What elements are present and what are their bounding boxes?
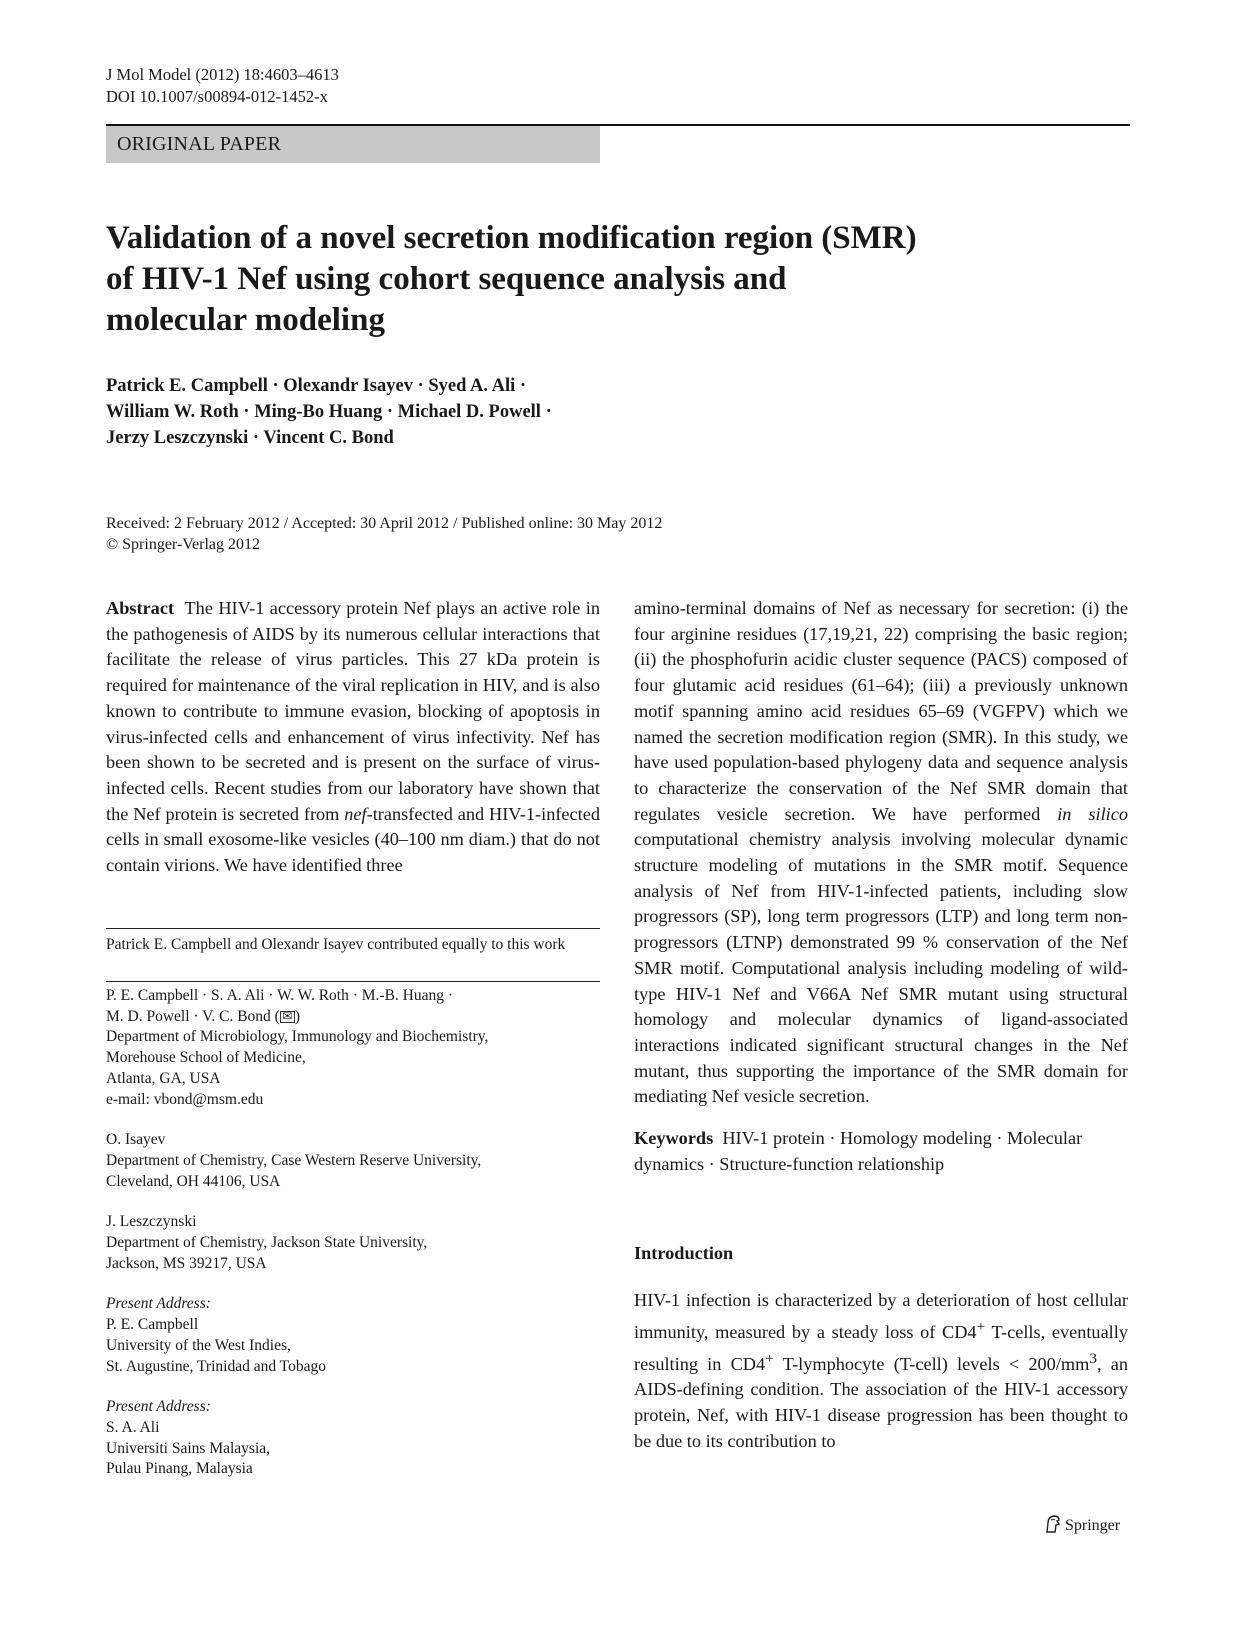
affiliation-line: J. Leszczynski <box>106 1213 197 1231</box>
abstract-text: The HIV-1 accessory protein Nef plays an active role in the pathogenesis of AIDS by its numerous cellular interactions that facilitate the release of virus particles. This 27 kDa protein is required for maintenance of the viral replication in HIV, and is also known to contribute to immune evasion, blocking of apoptosis in virus-infected cells and enhancement of virus infectivity. Nef has been shown to be secreted and is present on the surface of virus-infected cells. Recent studies from our laboratory have shown that the Nef protein is secreted from <box>106 598 600 824</box>
journal-citation <box>106 64 339 108</box>
affiliations <box>106 986 600 1500</box>
present-address-label: Present Address: <box>106 1398 211 1416</box>
superscript: 3 <box>1089 1349 1097 1367</box>
affiliation-line: M. D. Powell · V. C. Bond <box>106 1007 271 1025</box>
abstract-continued <box>634 596 1128 1110</box>
affiliation-line: Universiti Sains Malaysia, <box>106 1439 271 1457</box>
affiliation-line: Department of Chemistry, Jackson State University, <box>106 1234 428 1252</box>
title-line: Validation of a novel secretion modification region (SMR) <box>106 220 917 256</box>
paper-type-banner: ORIGINAL PAPER <box>106 126 600 163</box>
envelope-icon: ✉ <box>280 1011 295 1023</box>
abstract-left-column <box>106 596 600 879</box>
paper-title <box>106 218 1086 341</box>
history-line: Received: 2 February 2012 / Accepted: 30 April 2012 / Published online: 30 May 2012 <box>106 515 663 532</box>
footnote-rule <box>106 981 600 982</box>
introduction-text <box>634 1288 1128 1454</box>
affiliation-line: P. E. Campbell <box>106 1316 199 1334</box>
right-column <box>634 596 1128 1455</box>
title-line: molecular modeling <box>106 302 385 338</box>
abstract-italic-term: in silico <box>1057 803 1128 824</box>
affiliation-line: S. A. Ali <box>106 1418 160 1436</box>
intro-text: HIV-1 infection is characterized by a deterioration of host cellular immunity, measured by a steady loss of CD4 <box>634 1290 1128 1342</box>
abstract-text: computational chemistry analysis involving molecular dynamic structure modeling of mutations in the SMR motif. Sequence analysis of Nef from HIV-1-infected patients, including slow progressors (SP), long term progressors (LTP) and long term non-progressors (LTNP) demonstrated 99 % conservation of the Nef SMR motif. Computational analysis including modeling of wild-type HIV-1 Nef and V66A Nef SMR mutant using structural homology and molecular dynamics of ligand-associated interactions indicated significant structural changes in the Nef mutant, thus supporting the importance of the SMR domain for mediating Nef vesicle secretion. <box>634 829 1128 1107</box>
affiliation-block <box>106 1397 600 1480</box>
affiliation-line: Department of Microbiology, Immunology and Biochemistry, <box>106 1028 489 1046</box>
affiliation-line: Jackson, MS 39217, USA <box>106 1254 267 1272</box>
present-address-label: Present Address: <box>106 1295 211 1313</box>
publisher-name: Springer <box>1065 1517 1121 1534</box>
intro-text: , an AIDS-defining condition. The association of the HIV-1 accessory protein, Nef, with HIV-1 disease progression has been thought to be due to its contribution to <box>634 1353 1128 1451</box>
affiliation-line: Pulau Pinang, Malaysia <box>106 1460 253 1478</box>
author-line: Jerzy Leszczynski · Vincent C. Bond <box>106 428 394 448</box>
author-line: Patrick E. Campbell · Olexandr Isayev · Syed A. Ali · <box>106 376 527 396</box>
title-line: of HIV-1 Nef using cohort sequence analysis and <box>106 261 787 297</box>
springer-horse-icon <box>1044 1514 1062 1541</box>
affiliation-line: Atlanta, GA, USA <box>106 1069 221 1087</box>
affiliation-line: St. Augustine, Trinidad and Tobago <box>106 1357 326 1375</box>
affiliation-line: O. Isayev <box>106 1131 166 1149</box>
keywords-label: Keywords <box>634 1128 714 1149</box>
affiliation-line: University of the West Indies, <box>106 1336 291 1354</box>
intro-text: T-cells, eventually resulting in CD4 <box>634 1321 1128 1374</box>
superscript: + <box>976 1317 986 1335</box>
intro-text: T-lymphocyte (T-cell) levels < 200/mm <box>773 1353 1090 1374</box>
section-heading-introduction: Introduction <box>634 1243 734 1264</box>
abstract-italic-term: nef <box>344 803 367 824</box>
affiliation-line: Department of Chemistry, Case Western Reserve University, <box>106 1151 482 1169</box>
abstract-text: -transfected and HIV-1-infected cells in small exosome-like vesicles (40–100 nm diam.) that do not contain virions. We have identified three <box>106 803 600 876</box>
publisher-footer <box>1044 1514 1120 1541</box>
affiliation-block <box>106 1294 600 1377</box>
affiliation-block <box>106 1130 600 1192</box>
author-line: William W. Roth · Ming-Bo Huang · Michael D. Powell · <box>106 402 552 422</box>
keywords <box>634 1126 1128 1177</box>
abstract-text: amino-terminal domains of Nef as necessary for secretion: (i) the four arginine residues (17,19,21, 22) comprising the basic region; (ii) the phosphofurin acidic cluster sequence (PACS) composed of four glutamic acid residues (61–64); (iii) a previously unknown motif spanning amino acid residues 65–69 (VGFPV) which we named the secretion modification region (SMR). In this study, we have used population-based phylogeny data and sequence analysis to characterize the conservation of the Nef SMR domain that regulates vesicle secretion. We have performed <box>634 598 1128 824</box>
abstract-label: Abstract <box>106 598 175 618</box>
superscript: + <box>765 1349 774 1367</box>
doi-line[interactable]: DOI 10.1007/s00894-012-1452-x <box>106 87 328 106</box>
email-link[interactable]: e-mail: vbond@msm.edu <box>106 1090 264 1108</box>
author-list <box>106 373 552 451</box>
affiliation-line: P. E. Campbell · S. A. Ali · W. W. Roth · M.-B. Huang · <box>106 987 454 1004</box>
affiliation-line: Morehouse School of Medicine, <box>106 1049 306 1067</box>
journal-line: J Mol Model (2012) 18:4603–4613 <box>106 65 339 84</box>
affiliation-block <box>106 1212 600 1274</box>
contribution-note: Patrick E. Campbell and Olexandr Isayev contributed equally to this work <box>106 936 566 953</box>
affiliation-line: Cleveland, OH 44106, USA <box>106 1172 281 1190</box>
affiliation-block: P. E. Campbell · S. A. Ali · W. W. Roth · M.-B. Huang · M. D. Powell · V. C. Bond ( ✉ ) Department of Microbiology, Immunology and Biochemistry, Morehouse School of Medicine, Atlanta, GA, USA e-mail: vbond@msm.edu <box>106 986 600 1110</box>
copyright-line: © Springer-Verlag 2012 <box>106 536 261 553</box>
keywords-text: HIV-1 protein · Homology modeling · Molecular dynamics · Structure-function relationship <box>634 1128 1083 1174</box>
publication-dates <box>106 513 662 555</box>
footnote-rule <box>106 928 600 929</box>
